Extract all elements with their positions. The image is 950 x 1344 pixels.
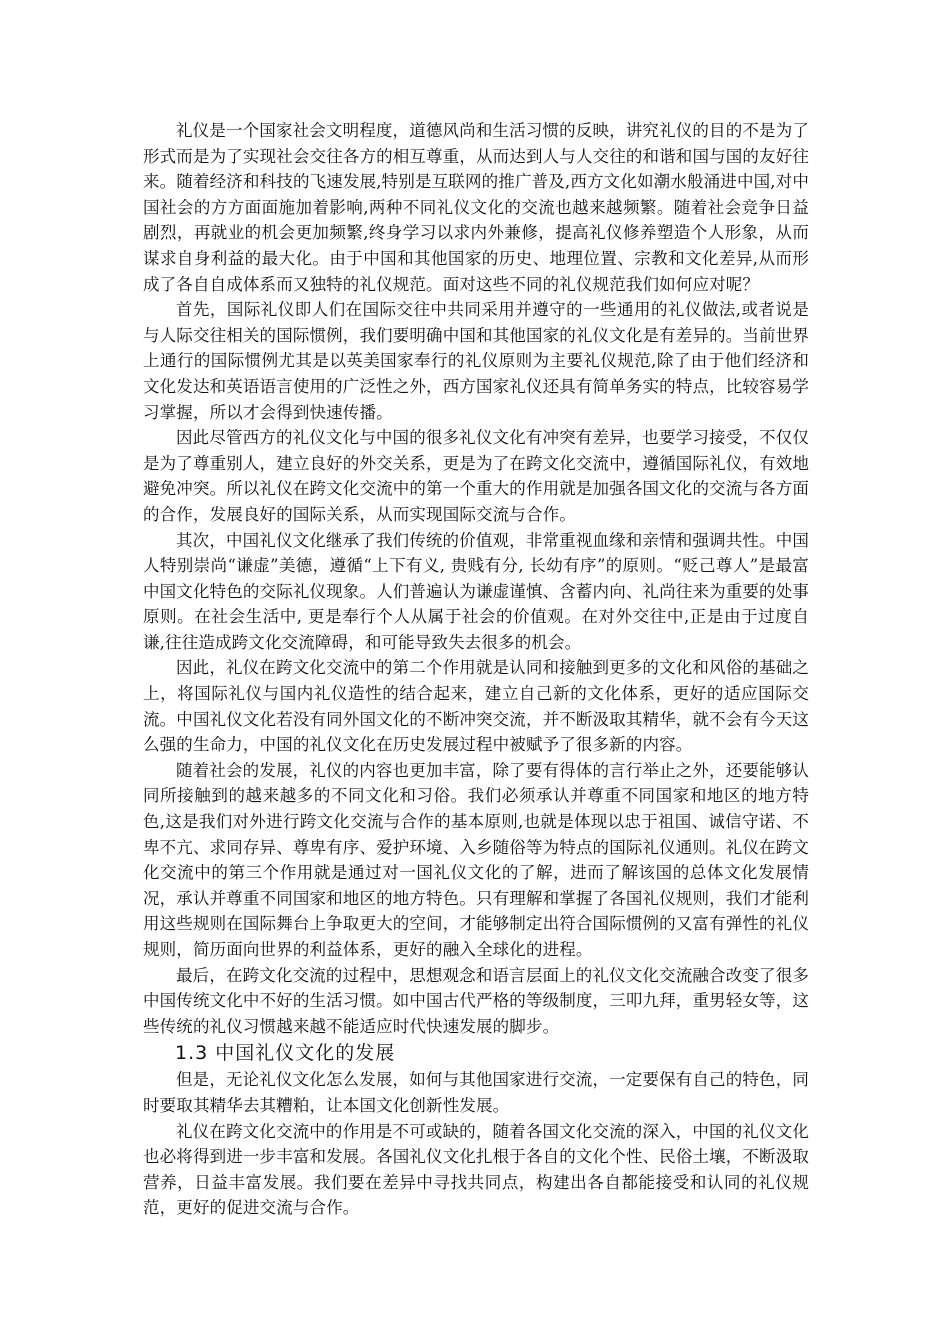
paragraph-development: 但是，无论礼仪文化怎么发展，如何与其他国家进行交流，一定要保有自己的特色，同时要取其精华去其糟粕，让本国文化创新性发展。 — [143, 1070, 809, 1115]
paragraph-conclusion: 礼仪在跨文化交流中的作用是不可或缺的，随着各国文化交流的深入，中国的礼仪文化也必将得到进一步丰富和发展。各国礼仪文化扎根于各自的文化个性、民俗土壤，不断汲取营养，日益丰富发展。我们要在差异中寻找共同点，构建出各自都能接受和认同的礼仪规范，更好的促进交流与合作。 — [143, 1121, 809, 1218]
paragraph-first-point: 首先，国际礼仪即人们在国际交往中共同采用并遵守的一些通用的礼仪做法,或者说是与人际交往相关的国际惯例，我们要明确中国和其他国家的礼仪文化是有差异的。当前世界上通行的国际惯例尤其是以英美国家奉行的礼仪原则为主要礼仪规范,除了由于他们经济和文化发达和英语语言使用的广泛性之外，西方国家礼仪还具有简单务实的特点，比较容易学习掌握，所以才会得到快速传播。 — [143, 300, 809, 422]
paragraph-second-role: 因此，礼仪在跨文化交流中的第二个作用就是认同和接触到更多的文化和风俗的基础之上，将国际礼仪与国内礼仪造性的结合起来，建立自己新的文化体系，更好的适应国际交流。中国礼仪文化若没有同外国文化的不断冲突交流，并不断汲取其精华，就不会有今天这么强的生命力，中国的礼仪文化在历史发展过程中被赋予了很多新的内容。 — [143, 658, 809, 755]
paragraph-first-role: 因此尽管西方的礼仪文化与中国的很多礼仪文化有冲突有差异，也要学习接受，不仅仅是为了尊重别人，建立良好的外交关系，更是为了在跨文化交流中，遵循国际礼仪，有效地避免冲突。所以礼仪在跨文化交流中的第一个重大的作用就是加强各国文化的交流与各方面的合作，发展良好的国际关系，从而实现国际交流与合作。 — [143, 428, 809, 524]
paragraph-third-role: 随着社会的发展，礼仪的内容也更加丰富，除了要有得体的言行举止之外，还要能够认同所接触到的越来越多的不同文化和习俗。我们必须承认并尊重不同国家和地区的地方特色,这是我们对外进行跨文化交流与合作的基本原则,也就是体现以忠于祖国、诚信守诺、不卑不亢、求同存异、尊卑有序、爱护环境、入乡随俗等为特点的国际礼仪通则。礼仪在跨文化交流中的第三个作用就是通过对一国礼仪文化的了解，进而了解该国的总体文化发展情况，承认并尊重不同国家和地区的地方特色。只有理解和掌握了各国礼仪规则，我们才能利用这些规则在国际舞台上争取更大的空间，才能够制定出符合国际惯例的又富有弹性的礼仪规则，简历面向世界的利益体系，更好的融入全球化的进程。 — [143, 760, 809, 959]
paragraph-finally: 最后，在跨文化交流的过程中，思想观念和语言层面上的礼仪文化交流融合改变了很多中国传统文化中不好的生活习惯。如中国古代严格的等级制度，三叩九拜，重男轻女等，这些传统的礼仪习惯越来越不能适应时代快速发展的脚步。 — [143, 965, 809, 1036]
section-heading: 1.3 中国礼仪文化的发展 — [175, 1042, 396, 1065]
paragraph-introduction: 礼仪是一个国家社会文明程度，道德风尚和生活习惯的反映，讲究礼仪的目的不是为了形式而是为了实现社会交往各方的相互尊重，从而达到人与人交往的和谐和国与国的友好往来。随着经济和科技的飞速发展,特别是互联网的推广普及,西方文化如潮水般涌进中国,对中国社会的方方面面施加着影响,两种不同礼仪文化的交流也越来越频繁。随着社会竞争日益剧烈，再就业的机会更加频繁,终身学习以求内外兼修，提高礼仪修养塑造个人形象，从而谋求自身利益的最大化。由于中国和其他国家的历史、地理位置、宗教和文化差异,从而形成了各自自成体系而又独特的礼仪规范。面对这些不同的礼仪规范我们如何应对呢？ — [143, 121, 809, 294]
paragraph-second-point: 其次，中国礼仪文化继承了我们传统的价值观，非常重视血缘和亲情和强调共性。中国人特别崇尚“谦虚”美德，遵循“上下有义, 贵贱有分, 长幼有序”的原则。“贬己尊人”是最富中国文化特色的交际礼仪现象。人们普遍认为谦虚谨慎、含蓄内向、礼尚往来为重要的处事原则。在社会生活中, 更是奉行个人从属于社会的价值观。在对外交往中,正是由于过度自谦,往往造成跨文化交流障碍，和可能导致失去很多的机会。 — [143, 530, 809, 652]
document-body — [143, 118, 809, 1221]
